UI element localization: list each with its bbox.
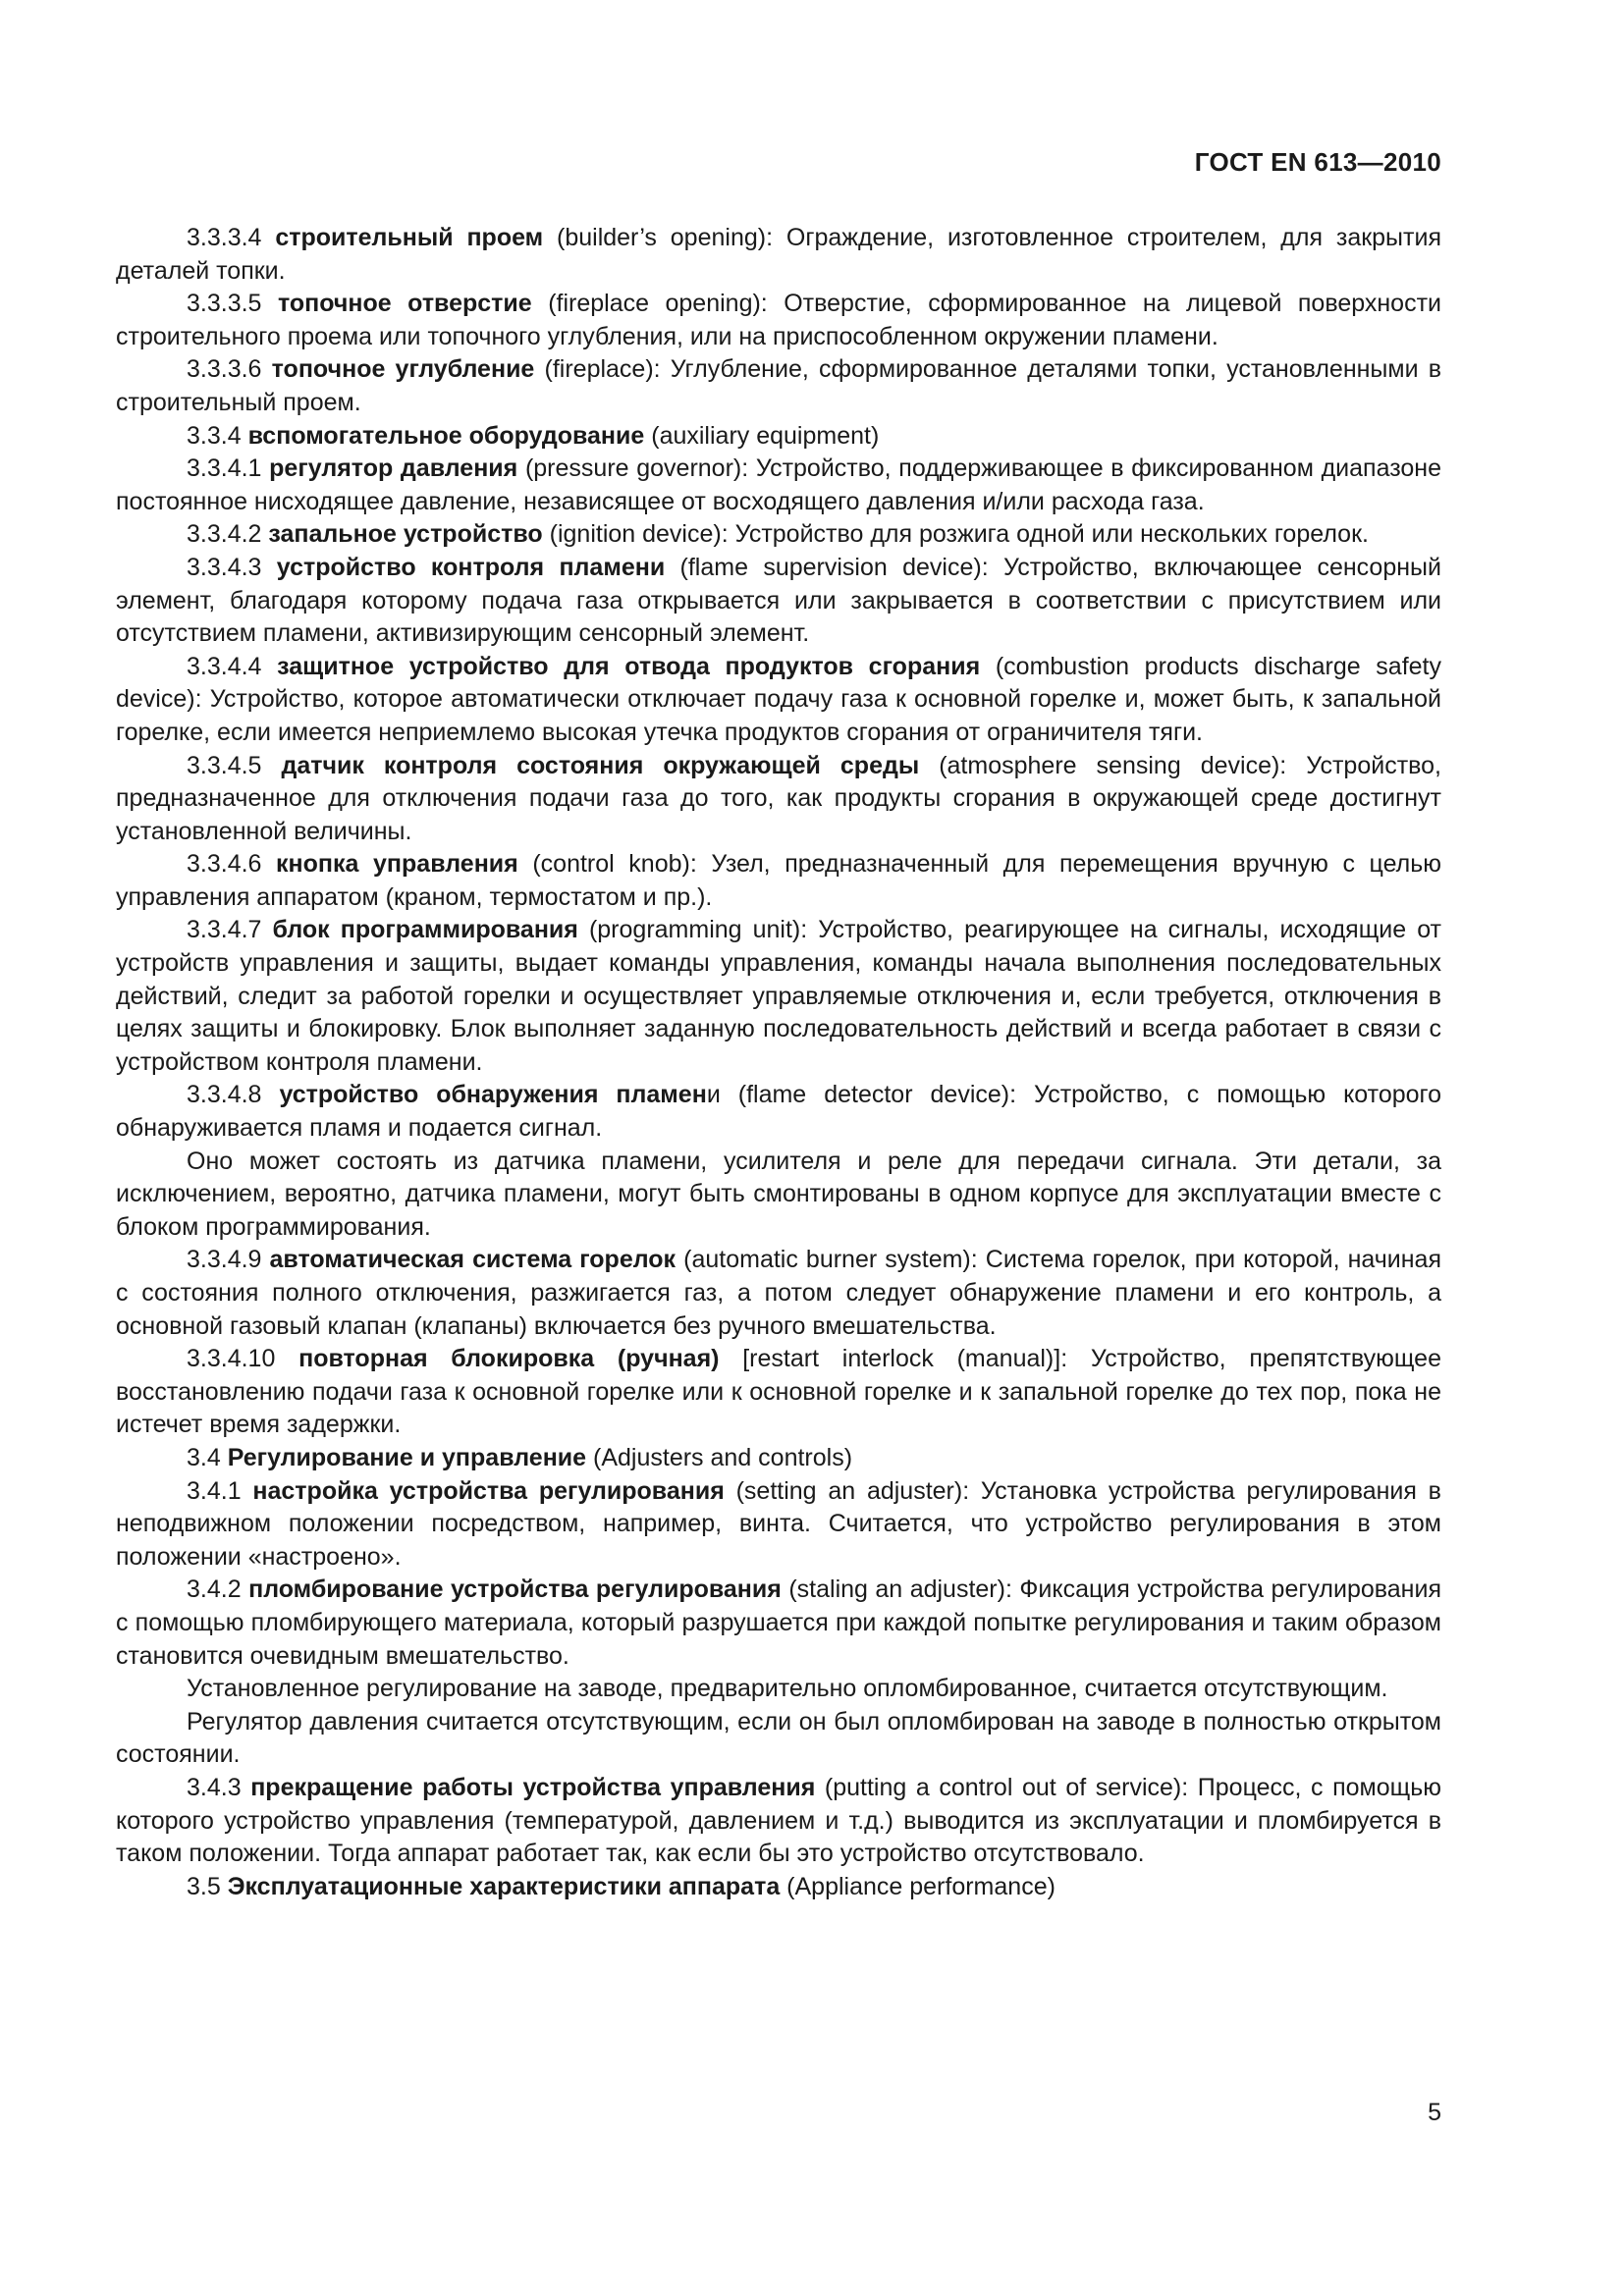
paragraph <box>116 1343 1441 1442</box>
definition: (setting an adjuster): Установка устройства регулирования в неподвижном положении посредством, например, винта. Считается, что устройство регулирования в этом положении «настроено». <box>116 1476 1441 1571</box>
term: датчик контроля состояния окружающей среды <box>281 751 920 779</box>
clause-number: 3.4.1 <box>187 1476 242 1505</box>
term: блок программирования <box>272 916 578 944</box>
clause-number: 3.3.4.6 <box>187 850 262 879</box>
definition: (putting a control out of service): Процесс, с помощью которого устройство управления (температурой, давлением и т.д.) выводится из эксплуатации и пломбируется в таком положении. Тогда аппарат работает так, как если бы это устройство отсутствовало. <box>116 1773 1441 1868</box>
clause-number: 3.4 <box>187 1443 221 1471</box>
term: вспомогательное оборудование <box>247 421 645 450</box>
term: защитное устройство для отвода продуктов сгорания <box>277 652 981 680</box>
term: прекращение работы устройства управления <box>250 1773 816 1801</box>
paragraph <box>116 353 1441 419</box>
paragraph <box>116 1871 1441 1904</box>
definition: (atmosphere sensing device): Устройство, предназначенное для отключения подачи газа до того, как продукты сгорания в окружающей среде достигнут установленной величины. <box>116 751 1441 845</box>
clause-number: 3.3.4.1 <box>187 454 262 483</box>
definition: [restart interlock (manual)]: Устройство, препятствующее восстановлению подачи газа к основной горелке или к основной горелке и к запальной горелке до тех пор, пока не истечет время задержки. <box>116 1345 1441 1439</box>
term: Эксплуатационные характеристики аппарата <box>227 1872 781 1900</box>
term: запальное устройство <box>268 520 543 549</box>
term: устройство обнаружения пламен <box>279 1081 707 1109</box>
page-number: 5 <box>1428 2099 1441 2126</box>
definition: (staling an adjuster): Фиксация устройства регулирования с помощью пломбирующего материала, который разрушается при каждой попытке регулирования и таким образом становится очевидным вмешательство. <box>116 1575 1441 1670</box>
clause-number: 3.3.3.6 <box>187 355 262 384</box>
term: топочное углубление <box>271 355 535 384</box>
term: повторная блокировка (ручная) <box>298 1345 720 1373</box>
clause-number: 3.3.4.10 <box>187 1345 276 1373</box>
definition: (flame supervision device): Устройство, включающее сенсорный элемент, благодаря которому подача газа открывается или закрывается в соответствии с присутствием или отсутствием пламени, активизирующим сенсорный элемент. <box>116 553 1441 648</box>
definition: (ignition device): Устройство для розжига одной или нескольких горелок. <box>542 520 1369 549</box>
paragraph <box>116 1706 1441 1772</box>
definition: (programming unit): Устройство, реагирующее на сигналы, исходящие от устройств управления и защиты, выдает команды управления, команды начала выполнения последовательных действий, следит за работой горелки и осуществляет управляемые отключения и, если требуется, отключения в целях защиты и блокировку. Блок выполняет заданную последовательность действий и всегда работает в связи с устройством контроля пламени. <box>116 916 1442 1076</box>
definition: (builder’s opening): Ограждение, изготовленное строителем, для закрытия деталей топки. <box>116 224 1441 285</box>
clause-number: 3.4.2 <box>187 1575 242 1604</box>
clause-number: 3.4.3 <box>187 1773 242 1801</box>
paragraph <box>116 1475 1441 1575</box>
clause-number: 3.3.4.8 <box>187 1081 262 1109</box>
term: Регулирование и управление <box>227 1443 587 1471</box>
term: строительный проем <box>275 224 544 251</box>
definition: и (flame detector device): Устройство, с помощью которого обнаруживается пламя и подается сигнал. <box>116 1081 1442 1143</box>
definition: (Adjusters and controls) <box>586 1443 853 1471</box>
clause-number: 3.3.3.5 <box>187 290 262 318</box>
paragraph <box>116 288 1441 353</box>
paragraph-text: Оно может состоять из датчика пламени, усилителя и реле для передачи сигнала. Эти детали, за исключением, вероятно, датчика пламени, могут быть смонтированы в одном корпусе для эксплуатации вместе с блоком программирования. <box>116 1147 1441 1241</box>
definition: (fireplace opening): Отверстие, сформированное на лицевой поверхности строительного проема или топочного углубления, или на приспособленном окружении пламени. <box>116 290 1441 350</box>
document-body <box>116 222 1441 1903</box>
definition: (Appliance performance) <box>780 1872 1056 1900</box>
definition: (control knob): Узел, предназначенный для перемещения вручную с целью управления аппаратом (краном, термостатом и пр.). <box>116 850 1442 911</box>
clause-number: 3.3.4.4 <box>187 652 262 680</box>
paragraph <box>116 914 1441 1079</box>
paragraph-text: Регулятор давления считается отсутствующим, если он был опломбирован на заводе в полностью открытом состоянии. <box>116 1707 1441 1769</box>
paragraph <box>116 518 1441 552</box>
definition: (pressure governor): Устройство, поддерживающее в фиксированном диапазоне постоянное нисходящее давление, независящее от восходящего давления и/или расхода газа. <box>116 454 1442 515</box>
definition: (automatic burner system): Система горелок, при которой, начиная с состояния полного отключения, разжигается газ, а потом следует обнаружение пламени и его контроль, а основной газовый клапан (клапаны) включается без ручного вмешательства. <box>116 1246 1442 1340</box>
clause-number: 3.3.4.9 <box>187 1246 262 1274</box>
paragraph <box>116 1574 1441 1673</box>
paragraph <box>116 453 1441 518</box>
clause-number: 3.3.4.3 <box>187 553 262 581</box>
paragraph <box>116 552 1441 651</box>
term: пломбирование устройства регулирования <box>248 1575 782 1604</box>
paragraph <box>116 222 1441 288</box>
paragraph <box>116 750 1441 849</box>
standard-header: ГОСТ EN 613—2010 <box>1194 147 1441 177</box>
clause-number: 3.3.4 <box>187 421 242 450</box>
term: регулятор давления <box>269 454 518 483</box>
clause-number: 3.3.4.2 <box>187 520 262 549</box>
paragraph <box>116 1079 1441 1145</box>
term: автоматическая система горелок <box>269 1246 677 1274</box>
paragraph-text: Установленное регулирование на заводе, предварительно опломбированное, считается отсутствующим. <box>187 1675 1388 1703</box>
clause-number: 3.5 <box>187 1872 221 1900</box>
term: устройство контроля пламени <box>276 553 666 581</box>
definition: (combustion products discharge safety device): Устройство, которое автоматически отключает подачу газа к основной горелке и, может быть, к запальной горелке, если имеется неприемлемо высокая утечка продуктов сгорания от ограничителя тяги. <box>116 652 1441 746</box>
definition: (fireplace): Углубление, сформированное деталями топки, установленными в строительный проем. <box>116 355 1442 416</box>
paragraph <box>116 848 1441 914</box>
term: топочное отверстие <box>277 290 532 318</box>
paragraph <box>116 1244 1441 1343</box>
paragraph <box>116 651 1441 750</box>
clause-number: 3.3.4.7 <box>187 916 262 944</box>
clause-number: 3.3.3.4 <box>187 224 262 251</box>
paragraph <box>116 420 1441 454</box>
definition: (auxiliary equipment) <box>644 421 880 450</box>
clause-number: 3.3.4.5 <box>187 751 262 779</box>
term: кнопка управления <box>276 850 518 879</box>
term: настройка устройства регулирования <box>252 1476 725 1505</box>
paragraph <box>116 1442 1441 1475</box>
paragraph <box>116 1772 1441 1871</box>
paragraph <box>116 1146 1441 1245</box>
paragraph <box>116 1673 1441 1706</box>
